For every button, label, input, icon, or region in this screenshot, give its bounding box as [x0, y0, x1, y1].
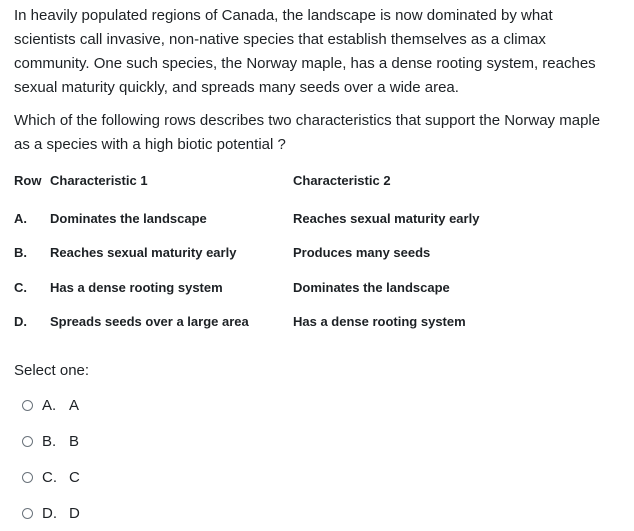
- option-label: D: [69, 504, 80, 522]
- characteristic-1-cell: Reaches sexual maturity early: [50, 245, 237, 261]
- characteristic-1-cell: Spreads seeds over a large area: [50, 314, 249, 330]
- table-spacer: [14, 191, 513, 201]
- option-label: B: [69, 432, 80, 450]
- row-letter: A.: [14, 210, 27, 226]
- characteristic-1-cell: Has a dense rooting system: [50, 279, 223, 295]
- select-one-label: Select one:: [14, 362, 90, 379]
- question-prompt: Which of the following rows describes two characteristics that support the Norway maple as a species with a high biotic potential ?: [14, 112, 601, 153]
- row-letter: C.: [14, 279, 27, 295]
- option-label: A: [69, 396, 80, 414]
- radio-button[interactable]: [22, 472, 33, 483]
- radio-button[interactable]: [22, 508, 33, 519]
- question-text: [14, 4, 614, 157]
- header-characteristic-1: Characteristic 1: [50, 173, 148, 188]
- table-row: [14, 236, 513, 271]
- header-characteristic-2: Characteristic 2: [293, 173, 391, 188]
- option-letter: B.: [42, 432, 57, 450]
- characteristic-2-cell: Reaches sexual maturity early: [293, 210, 480, 226]
- row-letter: B.: [14, 245, 27, 261]
- answer-option-d[interactable]: [22, 495, 80, 531]
- answer-options: [22, 387, 80, 531]
- characteristic-2-cell: Has a dense rooting system: [293, 314, 466, 330]
- table-row: [14, 305, 513, 340]
- question-paragraph: In heavily populated regions of Canada, the landscape is now dominated by what scientists call invasive, non-native species that establish themselves as a climax community. One such species, the Norway maple, has a dense rooting system, reaches sexual maturity quickly, and spreads many seeds over a wide area.: [14, 7, 596, 96]
- radio-button[interactable]: [22, 436, 33, 447]
- characteristic-2-cell: Dominates the landscape: [293, 279, 450, 295]
- answer-option-b[interactable]: [22, 423, 80, 459]
- option-letter: D.: [42, 504, 57, 522]
- characteristic-1-cell: Dominates the landscape: [50, 210, 207, 226]
- characteristics-table: [14, 170, 513, 339]
- answer-option-a[interactable]: [22, 387, 80, 423]
- table-header-row: [14, 170, 513, 191]
- option-letter: A.: [42, 396, 57, 414]
- radio-button[interactable]: [22, 400, 33, 411]
- header-row: Row: [14, 173, 42, 188]
- table-row: [14, 270, 513, 305]
- table-row: [14, 201, 513, 236]
- option-letter: C.: [42, 468, 57, 486]
- answer-option-c[interactable]: [22, 459, 80, 495]
- characteristic-2-cell: Produces many seeds: [293, 245, 431, 261]
- row-letter: D.: [14, 314, 27, 330]
- option-label: C: [69, 468, 80, 486]
